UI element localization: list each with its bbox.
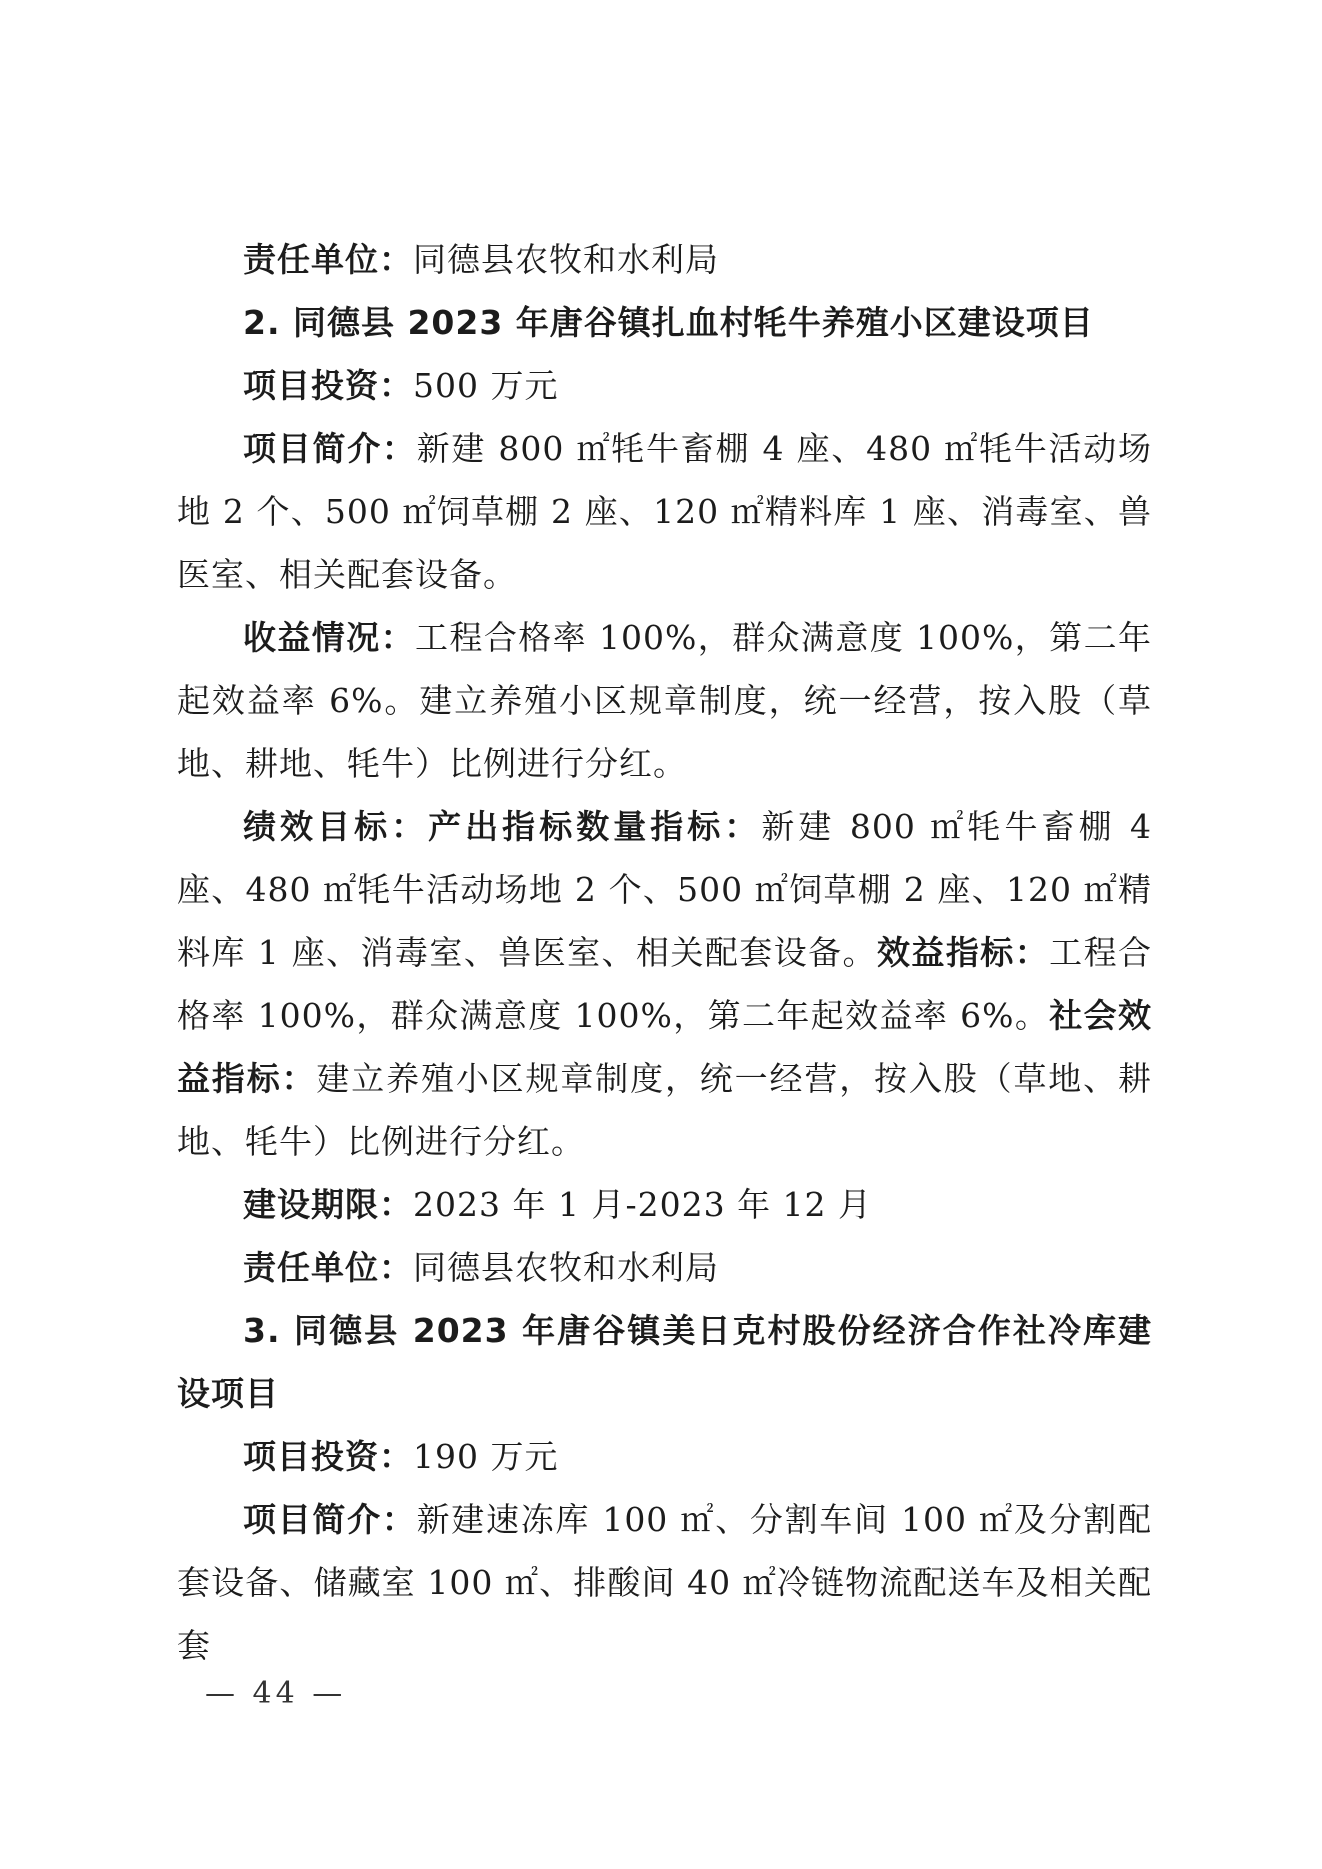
field-label: 责任单位： xyxy=(243,240,413,279)
field-value: 同德县农牧和水利局 xyxy=(413,1248,719,1287)
field-label: 项目投资： xyxy=(243,1437,413,1476)
field-label: 收益情况： xyxy=(243,618,416,657)
field-value: 190 万元 xyxy=(413,1437,559,1476)
sub-label-social: 社会效益指标： xyxy=(177,996,1152,1098)
sub-label-output: 产出指标数量指标： xyxy=(428,807,762,846)
field-value: 2023 年 1 月-2023 年 12 月 xyxy=(413,1185,873,1224)
social-text: 建立养殖小区规章制度，统一经营，按入股（草地、耕地、牦牛）比例进行分红。 xyxy=(177,1059,1153,1161)
construction-period-line xyxy=(177,1173,1152,1236)
field-value: 同德县农牧和水利局 xyxy=(413,240,719,279)
field-value: 500 万元 xyxy=(413,366,559,405)
document-body xyxy=(177,228,1152,1677)
performance-goals-paragraph xyxy=(177,795,1152,1173)
field-label: 责任单位： xyxy=(243,1248,413,1287)
benefit-text: 工程合格率 100%，群众满意度 100%，第二年起效益率 6%。 xyxy=(177,933,1153,1035)
sub-label-benefit: 效益指标： xyxy=(877,933,1050,972)
field-label: 绩效目标： xyxy=(243,807,429,846)
section-heading-3: 3. 同德县 2023 年唐谷镇美日克村股份经济合作社冷库建设项目 xyxy=(177,1311,1152,1413)
field-value: 新建 800 ㎡牦牛畜棚 4 座、480 ㎡牦牛活动场地 2 个、500 ㎡饲草棚 2 座、120 ㎡精料库 1 座、消毒室、兽医室、相关配套设备。 xyxy=(177,429,1153,594)
revenue-paragraph xyxy=(177,606,1152,795)
field-value: 工程合格率 100%，群众满意度 100%，第二年起效益率 6%。建立养殖小区规章制度，统一经营，按入股（草地、耕地、牦牛）比例进行分红。 xyxy=(177,618,1152,783)
section-heading-2: 2. 同德县 2023 年唐谷镇扎血村牦牛养殖小区建设项目 xyxy=(243,303,1094,342)
field-label: 项目简介： xyxy=(243,429,417,468)
field-label: 项目投资： xyxy=(243,366,413,405)
project-investment-line xyxy=(177,354,1152,417)
field-label: 建设期限： xyxy=(243,1185,413,1224)
page-number: — 44 — xyxy=(205,1676,347,1711)
output-text: 新建 800 ㎡牦牛畜棚 4 座、480 ㎡牦牛活动场地 2 个、500 ㎡饲草棚 2 座、120 ㎡精料库 1 座、消毒室、兽医室、相关配套设备。 xyxy=(177,807,1153,972)
responsible-unit-line xyxy=(177,1236,1152,1299)
project-investment-line xyxy=(177,1425,1152,1488)
responsible-unit-line xyxy=(177,228,1152,291)
project-summary-paragraph xyxy=(177,1488,1152,1677)
field-value: 新建速冻库 100 ㎡、分割车间 100 ㎡及分割配套设备、储藏室 100 ㎡、排酸间 40 ㎡冷链物流配送车及相关配套 xyxy=(177,1500,1153,1665)
field-label: 项目简介： xyxy=(243,1500,417,1539)
project-summary-paragraph xyxy=(177,417,1152,606)
